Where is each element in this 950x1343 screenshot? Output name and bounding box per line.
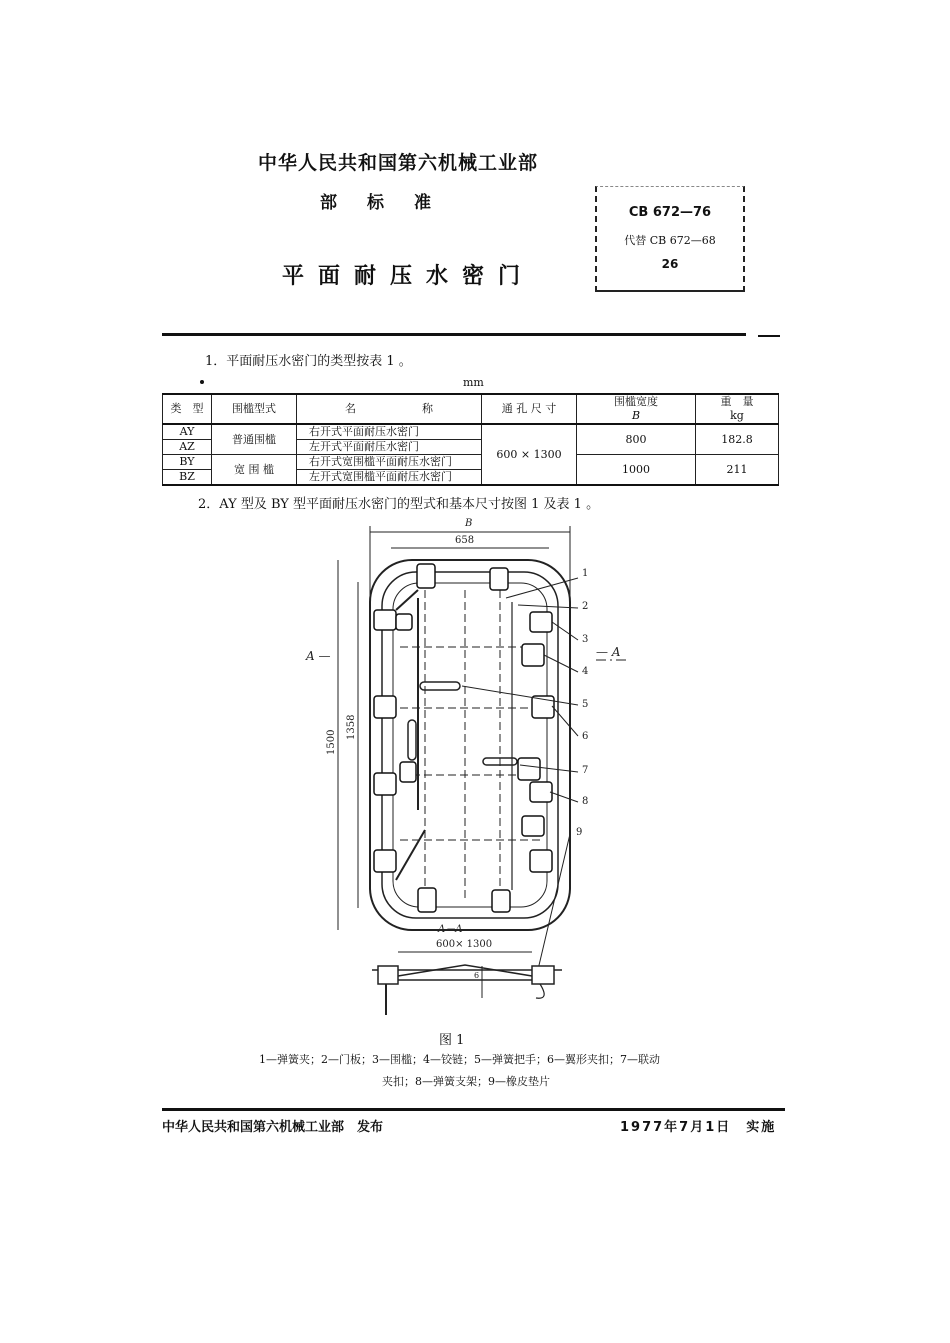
page-number: 26 <box>661 257 679 271</box>
header-width-label: 围槛宽度 <box>614 395 658 408</box>
header-weight <box>696 394 779 424</box>
header-type: 类 型 <box>163 394 212 424</box>
door-stiffeners <box>400 590 540 900</box>
header-opening: 通 孔 尺 寸 <box>482 394 577 424</box>
name-cell: 右开式宽围槛平面耐压水密门 <box>297 455 482 470</box>
width-cell: 1000 <box>577 455 696 486</box>
weight-cell: 182.8 <box>696 424 779 455</box>
section-1-text: 1．平面耐压水密门的类型按表 1 。 <box>205 354 412 369</box>
callout-6: 6 <box>582 731 589 742</box>
side-handle <box>408 720 416 760</box>
header-weight-label: 重 量 <box>720 395 754 408</box>
footer-rule <box>162 1108 785 1111</box>
table-header-row <box>163 394 779 424</box>
callout-4: 4 <box>582 666 589 677</box>
table-row <box>163 424 779 440</box>
linkage-corner-bl <box>396 830 425 880</box>
header-weight-unit: kg <box>730 409 744 422</box>
callout-2: 2 <box>582 601 589 612</box>
spring-handle <box>420 682 460 690</box>
linkage-corner-tl <box>396 590 418 610</box>
section-hinge <box>378 966 398 984</box>
ministry-name: 中华人民共和国第六机械工业部 <box>258 152 539 174</box>
bullet-mark <box>200 380 204 384</box>
standard-label: 部标准 <box>320 193 461 213</box>
section-title: A－A <box>438 924 463 935</box>
header-width <box>577 394 696 424</box>
section-mark-left: A — <box>306 649 331 663</box>
coaming-cell: 宽 围 槛 <box>212 455 297 486</box>
name-cell: 左开式平面耐压水密门 <box>297 440 482 455</box>
callout-3: 3 <box>582 634 589 645</box>
document-title: 平面耐压水密门 <box>282 264 535 289</box>
table-row <box>163 455 779 470</box>
figure-legend-line-1: 1—弹簧夹；2—门板；3—围槛；4—铰链；5—弹簧把手；6—翼形夹扣；7—联动 <box>259 1053 660 1066</box>
header-name: 名 称 <box>297 394 482 424</box>
opening-cell: 600 × 1300 <box>482 424 577 485</box>
width-cell: 800 <box>577 424 696 455</box>
weight-cell: 211 <box>696 455 779 486</box>
clamp-set <box>374 564 554 912</box>
header-width-symbol: B <box>631 409 641 422</box>
section-gasket <box>532 966 554 984</box>
type-cell: AY <box>163 424 212 440</box>
callout-9: 9 <box>576 827 583 838</box>
section-dim-label: 600× 1300 <box>436 939 493 950</box>
replaces-code: 代替 CB 672—68 <box>624 234 716 247</box>
type-cell: BZ <box>163 470 212 486</box>
dim-658-label: 658 <box>455 535 475 546</box>
type-cell: BY <box>163 455 212 470</box>
callout-5: 5 <box>582 699 589 710</box>
header-coaming: 围槛型式 <box>212 394 297 424</box>
door-types-table <box>162 393 779 486</box>
effective-date: 1977年7月1日 实施 <box>620 1120 777 1135</box>
section-small-label: 6 <box>474 971 480 980</box>
header-rule-tail <box>758 335 780 337</box>
door-drawing <box>300 510 640 1030</box>
figure-legend-line-2: 夹扣；8—弹簧支架；9—橡皮垫片 <box>382 1075 550 1088</box>
dim-b-label: B <box>465 518 473 529</box>
standard-code: CB 672—76 <box>628 205 712 220</box>
callout-7: 7 <box>582 765 589 776</box>
callout-8: 8 <box>582 796 589 807</box>
table-unit: mm <box>463 376 484 389</box>
figure-caption: 图 1 <box>439 1033 465 1048</box>
section-mark-right: — A <box>596 645 621 659</box>
section-gasket-curve <box>536 984 544 998</box>
header-rule <box>162 333 746 336</box>
coaming-cell: 普通围槛 <box>212 424 297 455</box>
dim-1500-label: 1500 <box>326 729 337 755</box>
callout-labels <box>576 568 588 838</box>
publisher: 中华人民共和国第六机械工业部 发布 <box>162 1120 384 1135</box>
name-cell: 左开式宽围槛平面耐压水密门 <box>297 470 482 486</box>
name-cell: 右开式平面耐压水密门 <box>297 424 482 440</box>
callout-1: 1 <box>582 568 589 579</box>
dim-1358-label: 1358 <box>346 714 357 740</box>
section-2-text: 2．AY 型及 BY 型平面耐压水密门的型式和基本尺寸按图 1 及表 1 。 <box>198 497 600 512</box>
type-cell: AZ <box>163 440 212 455</box>
standard-number-box <box>595 186 745 292</box>
